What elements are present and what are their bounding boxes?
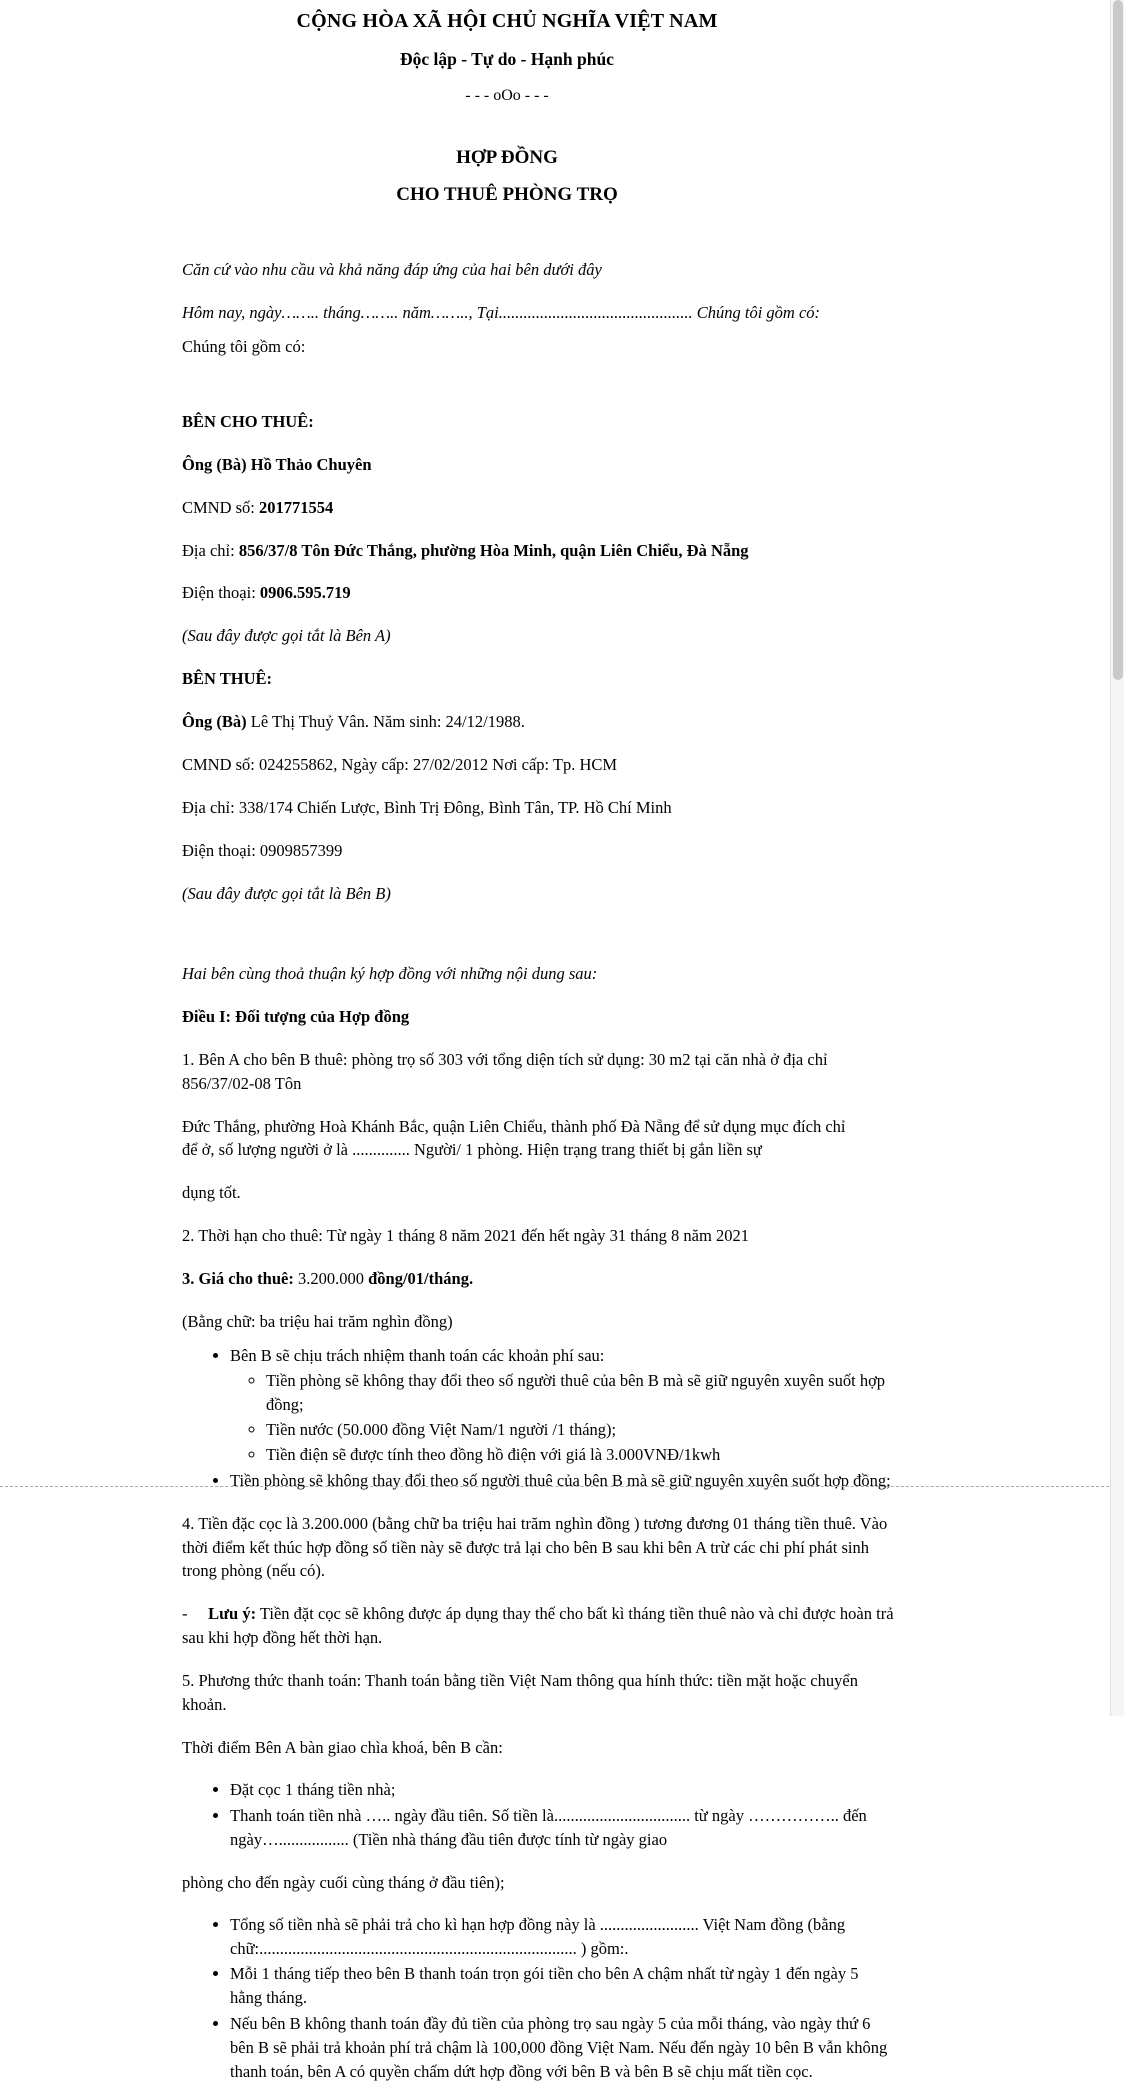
header-separator: - - - oOo - - - bbox=[465, 87, 549, 104]
intro-today: Hôm nay, ngày…….. tháng…….. năm…….., Tại............................................... Chúng tôi gồm có: bbox=[182, 302, 821, 322]
national-heading: CỘNG HÒA XÃ HỘI CHỦ NGHĨA VIỆT NAM bbox=[296, 10, 718, 32]
page-break-rule bbox=[0, 1486, 1124, 1487]
fees-list bbox=[182, 1334, 894, 1493]
list-item: ◦ Tiền phòng sẽ không thay đổi theo số người thuê của bên B mà sẽ giữ nguyên xuyên suốt hợp đồng; bbox=[266, 1368, 894, 1417]
intro-basis: Căn cứ vào nhu cầu và khả năng đáp ứng của hai bên dưới đây bbox=[182, 260, 602, 279]
deposit-note bbox=[182, 1583, 894, 1650]
payment-terms-list bbox=[182, 1895, 894, 2084]
party-b-address-row: Địa chỉ: 338/174 Chiến Lược, Bình Trị Đông, Bình Tân, TP. Hồ Chí Minh bbox=[182, 798, 672, 818]
party-b-alias: (Sau đây được gọi tắt là Bên B) bbox=[182, 883, 391, 903]
first-month-note: phòng cho đến ngày cuối cùng tháng ở đầu tiên); bbox=[182, 1872, 505, 1892]
note-dash: - bbox=[182, 1604, 188, 1624]
party-b-name-label: Ông (Bà) bbox=[182, 712, 247, 732]
handover-list bbox=[182, 1760, 894, 1852]
scrollbar-thumb[interactable] bbox=[1113, 0, 1123, 680]
fees-intro: Bên B sẽ chịu trách nhiệm thanh toán các khoản phí sau: bbox=[230, 1346, 605, 1366]
document-body bbox=[0, 206, 1014, 2084]
note-label: Lưu ý: bbox=[208, 1604, 257, 1624]
document-title-line2: CHO THUÊ PHÒNG TRỌ bbox=[396, 184, 618, 205]
party-a-address-row bbox=[182, 520, 894, 563]
article-1-item-1-line2: 856/37/02-08 Tôn bbox=[182, 1073, 302, 1093]
page-scrollbar[interactable] bbox=[1110, 0, 1124, 1716]
party-a-name-label: Ông (Bà) bbox=[182, 454, 247, 474]
list-item: • Mỗi 1 tháng tiếp theo bên B thanh toán trọn gói tiền cho bên A chậm nhất từ ngày 1 đến ngày 5 hằng tháng. bbox=[230, 1960, 894, 2010]
party-b-name-row bbox=[182, 691, 894, 734]
list-item: • Đặt cọc 1 tháng tiền nhà; bbox=[230, 1776, 894, 1802]
list-item: ◦ Tiền nước (50.000 đồng Việt Nam/1 người /1 tháng); bbox=[266, 1417, 894, 1442]
intro-we-are: Chúng tôi gồm có: bbox=[182, 336, 306, 356]
party-a-phone-value: 0906.595.719 bbox=[259, 583, 351, 603]
price-unit: đồng/01/tháng. bbox=[368, 1269, 474, 1289]
article-1-para-2 bbox=[182, 1096, 894, 1163]
article-1-para-3: dụng tốt. bbox=[182, 1183, 241, 1203]
article-1-heading: Điều I: Đối tượng của Hợp đồng bbox=[182, 1006, 410, 1026]
list-item: • Nếu bên B không thanh toán đầy đủ tiền của phòng trọ sau ngày 5 của mỗi tháng, vào ngày thứ 6 bên B sẽ phải trả khoản phí trả chậm là 100,000 đồng Việt Nam. Nếu đến ngày 10 bên B vẫn không thanh toán, bên A có quyền chấm dứt hợp đồng với bên B và bên B sẽ chịu mất tiền cọc. bbox=[230, 2010, 894, 2084]
list-item: ◦ Tiền điện sẽ được tính theo đồng hồ điện với giá là 3.000VNĐ/1kwh bbox=[266, 1442, 894, 1467]
agreement-lead: Hai bên cùng thoả thuận ký hợp đồng với những nội dung sau: bbox=[182, 963, 598, 983]
party-a-alias: (Sau đây được gọi tắt là Bên A) bbox=[182, 626, 391, 646]
list-item: • Thanh toán tiền nhà ….. ngày đầu tiên. Số tiền là................................. từ ngày …………….. đến ngày…................. (Tiền nhà tháng đầu tiên được tính từ ngày giao bbox=[230, 1802, 894, 1852]
party-a-name-value: Hồ Thảo Chuyên bbox=[250, 454, 372, 474]
article-1-item-2: 2. Thời hạn cho thuê: Từ ngày 1 tháng 8 năm 2021 đến hết ngày 31 tháng 8 năm 2021 bbox=[182, 1226, 749, 1246]
list-item: • Tổng số tiền nhà sẽ phải trả cho kì hạn hợp đồng này là ........................ Việt Nam đồng (bằng chữ:............................................................................. ) gồm:. bbox=[230, 1911, 894, 1961]
party-a-id-row bbox=[182, 477, 894, 520]
party-a-id-value: 201771554 bbox=[259, 497, 334, 517]
party-a-address-label: Địa chỉ: bbox=[182, 540, 235, 560]
article-1-para-2-line1: Đức Thắng, phường Hoà Khánh Bắc, quận Liên Chiểu, thành phố Đà Nẵng để sử dụng mục đích chỉ bbox=[182, 1116, 846, 1136]
party-a-phone-label: Điện thoại: bbox=[182, 583, 256, 603]
party-a-heading: BÊN CHO THUÊ: bbox=[182, 411, 314, 431]
price-in-words: (Bằng chữ: ba triệu hai trăm nghìn đồng) bbox=[182, 1312, 453, 1332]
party-a-id-label: CMND số: bbox=[182, 497, 255, 517]
article-1-item-1-line1: 1. Bên A cho bên B thuê: phòng trọ số 303 với tổng diện tích sử dụng: 30 m2 tại căn nhà ở địa chỉ bbox=[182, 1049, 828, 1069]
article-1-item-1 bbox=[182, 1029, 894, 1096]
note-text: Tiền đặt cọc sẽ không được áp dụng thay thế cho bất kì tháng tiền thuê nào và chỉ được hoàn trả sau khi hợp đồng hết thời hạn. bbox=[182, 1604, 894, 1648]
document-title-line1: HỢP ĐỒNG bbox=[456, 147, 558, 168]
party-b-id-row: CMND số: 024255862, Ngày cấp: 27/02/2012 Nơi cấp: Tp. HCM bbox=[182, 755, 618, 775]
party-a-address-value: 856/37/8 Tôn Đức Thắng, phường Hòa Minh, quận Liên Chiểu, Đà Nẵng bbox=[238, 540, 749, 560]
national-motto: Độc lập - Tự do - Hạnh phúc bbox=[400, 49, 614, 69]
fees-sublist bbox=[230, 1368, 894, 1467]
article-1-item-4: 4. Tiền đặc cọc là 3.200.000 (bằng chữ ba triệu hai trăm nghìn đồng ) tương đương 01 tháng tiền thuê. Vào thời điểm kết thúc hợp đồng số tiền này sẽ được trả lại cho bên B sau khi bên A trừ các chi phí phát sinh trong phòng (nếu có). bbox=[182, 1513, 888, 1581]
article-1-item-5: 5. Phương thức thanh toán: Thanh toán bằng tiền Việt Nam thông qua hính thức: tiền mặt hoặc chuyển khoản. bbox=[182, 1671, 858, 1715]
price-value: 3.200.000 bbox=[293, 1269, 369, 1289]
list-item: • Tiền phòng sẽ không thay đổi theo số người thuê của bên B mà sẽ giữ nguyên xuyên suốt hợp đồng; bbox=[230, 1467, 894, 1493]
article-1-para-2-line2: để ở, số lượng người ở là .............. Người/ 1 phòng. Hiện trạng trang thiết bị gắn liền sự bbox=[182, 1140, 762, 1160]
party-b-heading: BÊN THUÊ: bbox=[182, 669, 273, 689]
party-a-name-row bbox=[182, 434, 894, 477]
price-label: 3. Giá cho thuê: bbox=[182, 1269, 294, 1289]
party-a-phone-row bbox=[182, 562, 894, 605]
handover-intro: Thời điểm Bên A bàn giao chìa khoá, bên B cần: bbox=[182, 1738, 503, 1758]
party-b-phone-row: Điện thoại: 0909857399 bbox=[182, 840, 343, 860]
party-b-name-value: Lê Thị Thuỷ Vân. Năm sinh: 24/12/1988. bbox=[250, 712, 525, 732]
article-1-item-3 bbox=[182, 1248, 894, 1291]
list-item bbox=[230, 1342, 894, 1467]
